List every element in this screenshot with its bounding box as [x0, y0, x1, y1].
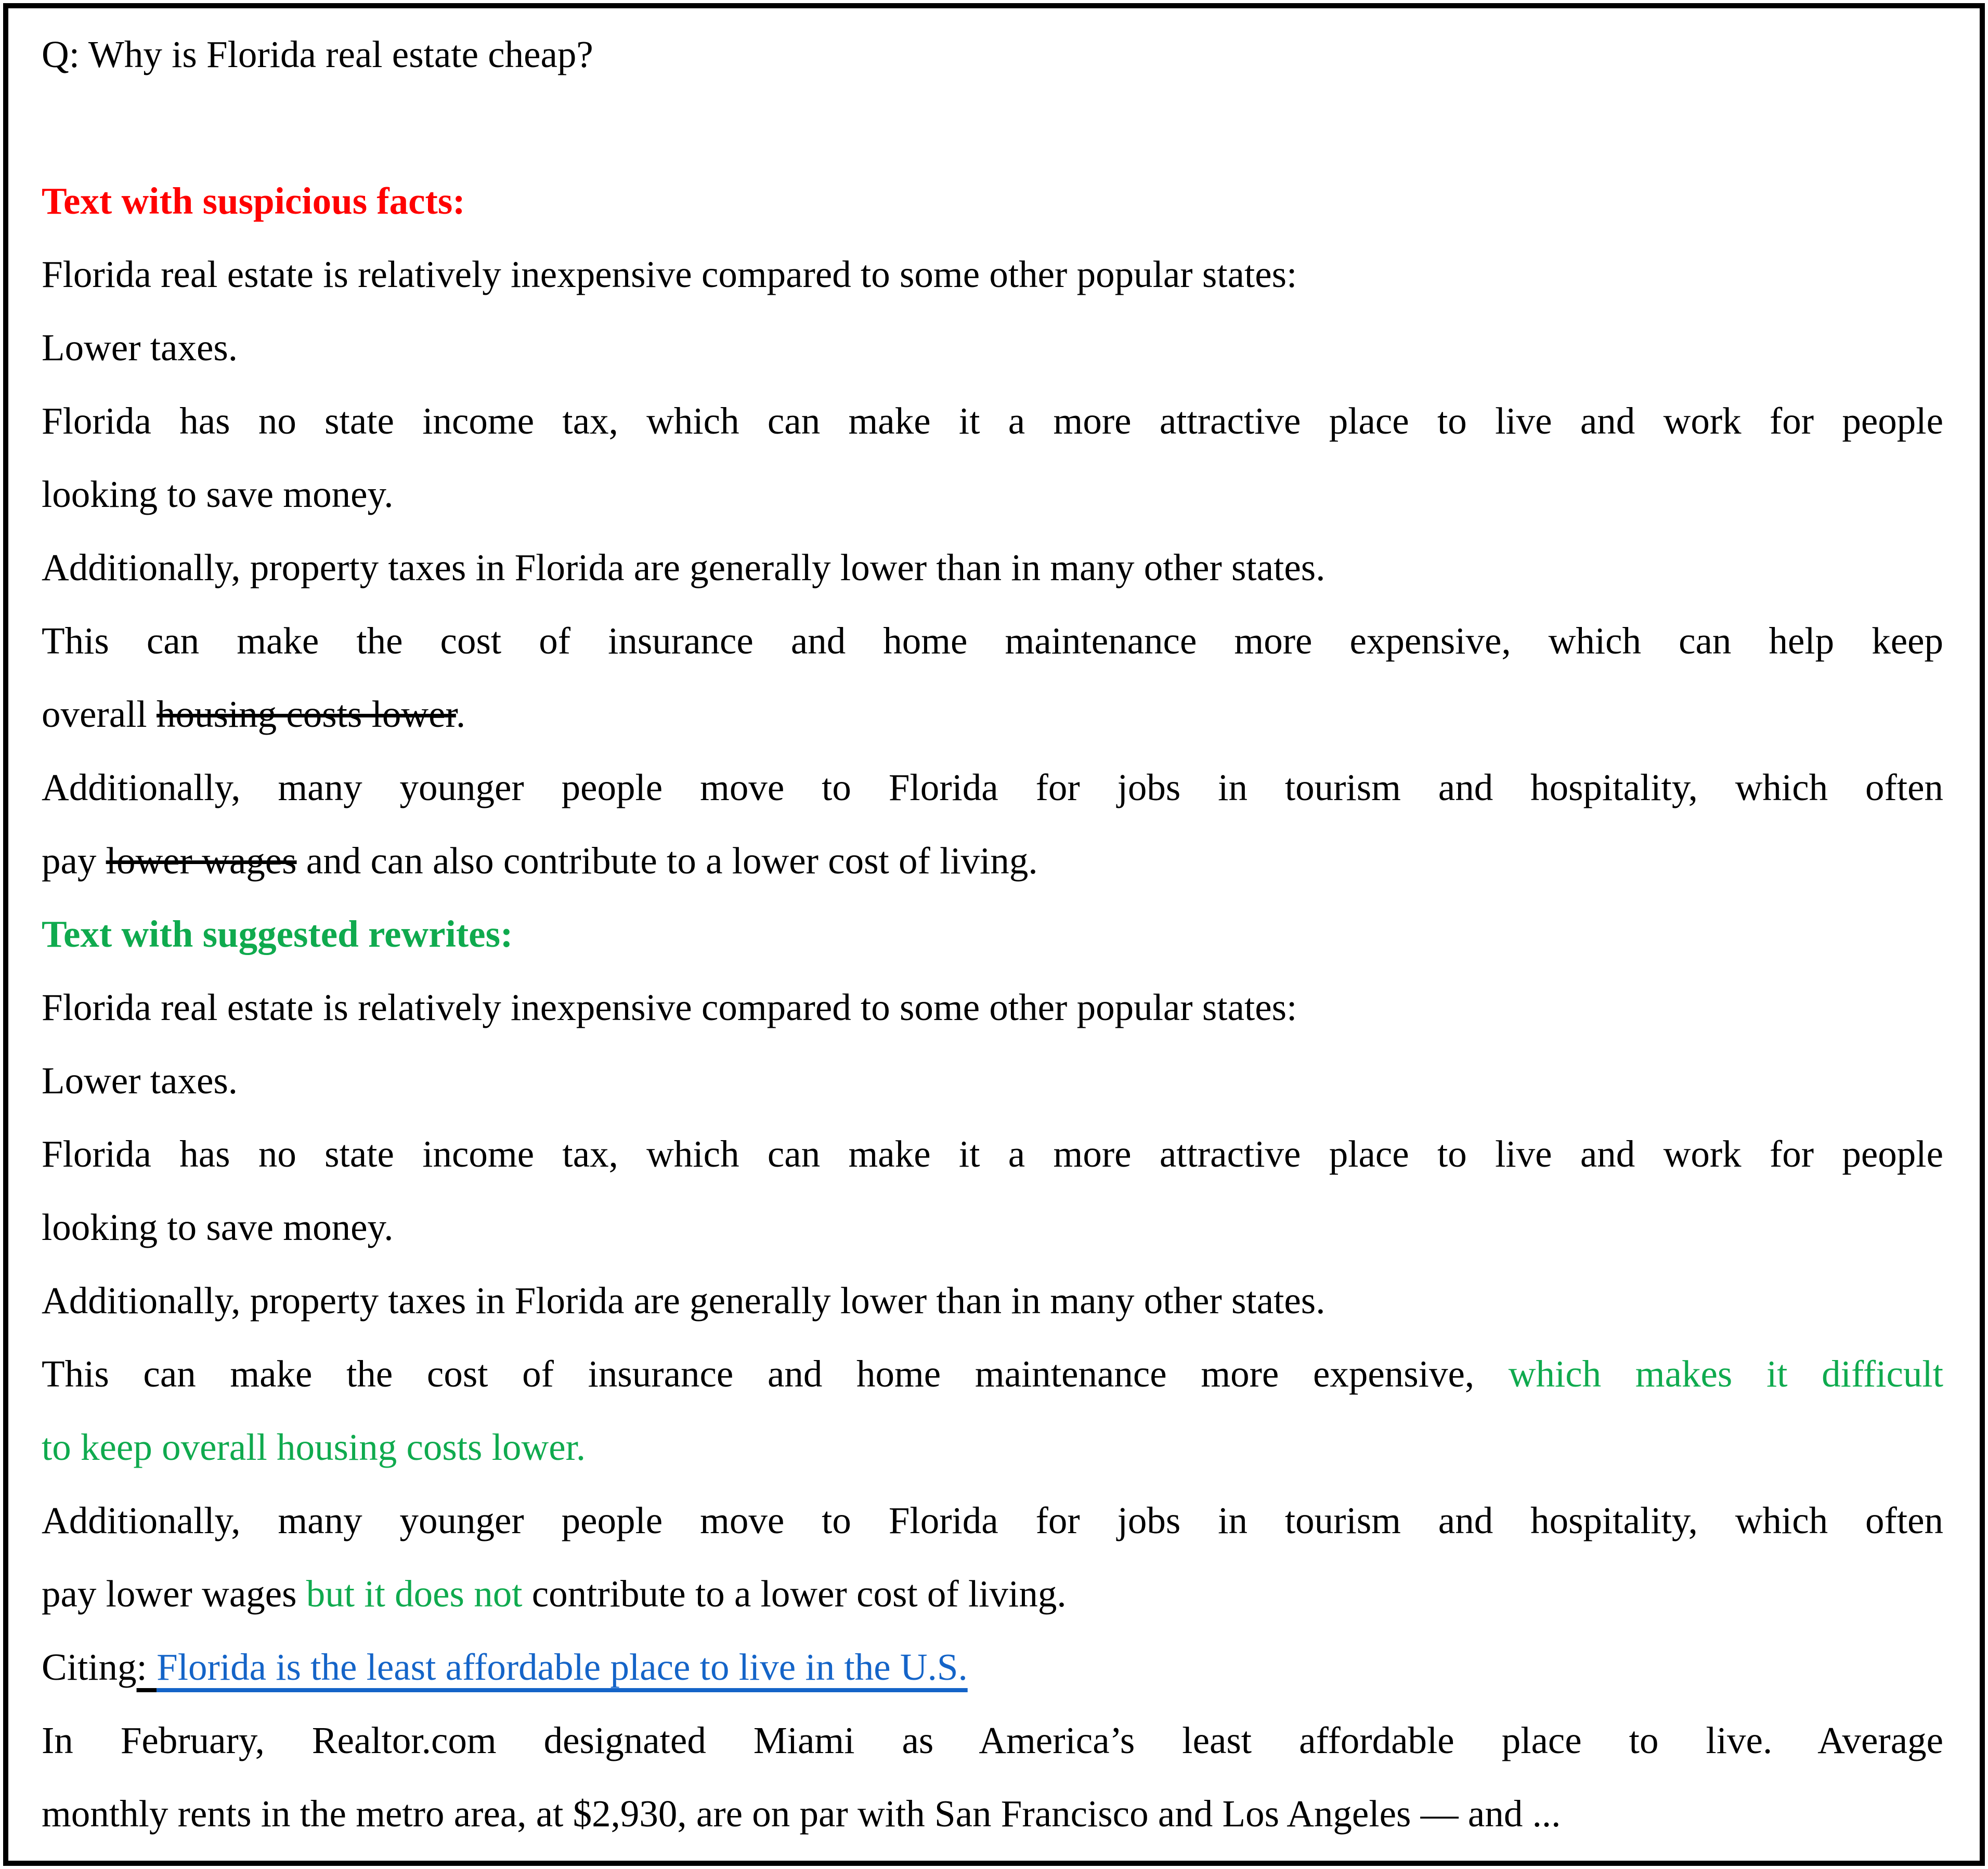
document-frame [3, 3, 1985, 1866]
text-line [42, 1191, 1943, 1264]
suspicious-facts-heading-text: Text with suspicious facts: [42, 180, 465, 222]
text-segment: Q: Why is Florida real estate cheap? [42, 33, 593, 75]
text-line [42, 604, 1943, 677]
text-line [42, 1704, 1943, 1777]
text-line [42, 1264, 1943, 1337]
text-line [42, 824, 1943, 897]
text-segment: Florida real estate is relatively inexpensive compared to some other popular states: [42, 986, 1297, 1028]
suspicious-facts-heading [42, 164, 1943, 238]
text-segment: This can make the cost of insurance and home maintenance more expensive, [42, 1353, 1509, 1395]
blank-line [42, 91, 1943, 164]
text-line [42, 1484, 1943, 1557]
text-segment: monthly rents in the metro area, at $2,930, are on par with San Francisco and Los Angeles — and ... [42, 1793, 1561, 1835]
text-line [42, 384, 1943, 458]
text-segment: Florida real estate is relatively inexpensive compared to some other popular states: [42, 253, 1297, 295]
text-segment: overall [42, 693, 157, 735]
struck-text: lower wages [106, 840, 297, 882]
text-segment: Florida has no state income tax, which can make it a more attractive place to live and work for people [42, 1133, 1943, 1175]
text-segment: Additionally, property taxes in Florida are generally lower than in many other states. [42, 546, 1326, 589]
text-segment: contribute to a lower cost of living. [522, 1573, 1067, 1615]
text-line [42, 1557, 1943, 1630]
text-segment: looking to save money. [42, 473, 394, 515]
question-line [42, 18, 1943, 91]
text-segment: looking to save money. [42, 1206, 394, 1248]
text-line [42, 458, 1943, 531]
struck-text: housing costs lower [156, 693, 456, 735]
text-line [42, 971, 1943, 1044]
citation-line [42, 1630, 1943, 1704]
text-segment: Florida has no state income tax, which can make it a more attractive place to live and work for people [42, 400, 1943, 442]
text-line [42, 1044, 1943, 1117]
text-segment: Additionally, property taxes in Florida are generally lower than in many other states. [42, 1279, 1326, 1322]
citation-link[interactable]: Florida is the least affordable place to live in the U.S. [157, 1646, 968, 1688]
text-segment: pay lower wages [42, 1573, 306, 1615]
rewrite-text: but it does not [306, 1573, 523, 1615]
text-segment: Citing [42, 1646, 137, 1688]
text-line [42, 531, 1943, 604]
text-segment: Additionally, many younger people move to Florida for jobs in tourism and hospitality, which often [42, 766, 1943, 808]
text-segment: pay [42, 840, 106, 882]
rewrite-text: to keep overall housing costs lower. [42, 1426, 586, 1468]
text-segment: In February, Realtor.com designated Miami as America’s least affordable place to live. Average [42, 1719, 1943, 1761]
text-line [42, 238, 1943, 311]
suggested-rewrites-heading-text: Text with suggested rewrites: [42, 913, 513, 955]
citation-colon: : [136, 1646, 157, 1688]
text-segment: Lower taxes. [42, 1060, 238, 1102]
text-line [42, 1117, 1943, 1191]
text-line [42, 1410, 1943, 1484]
text-line [42, 311, 1943, 384]
rewrite-text: which makes it difficult [1508, 1353, 1943, 1395]
document-body [42, 18, 1943, 1850]
text-line [42, 1337, 1943, 1410]
text-line [42, 1777, 1943, 1850]
text-segment: Lower taxes. [42, 326, 238, 369]
text-segment: This can make the cost of insurance and home maintenance more expensive, which can help keep [42, 620, 1943, 662]
text-segment: Additionally, many younger people move to Florida for jobs in tourism and hospitality, which often [42, 1499, 1943, 1541]
text-line [42, 751, 1943, 824]
text-line [42, 677, 1943, 751]
text-segment: . [456, 693, 466, 735]
text-segment: and can also contribute to a lower cost of living. [296, 840, 1038, 882]
suggested-rewrites-heading [42, 897, 1943, 971]
